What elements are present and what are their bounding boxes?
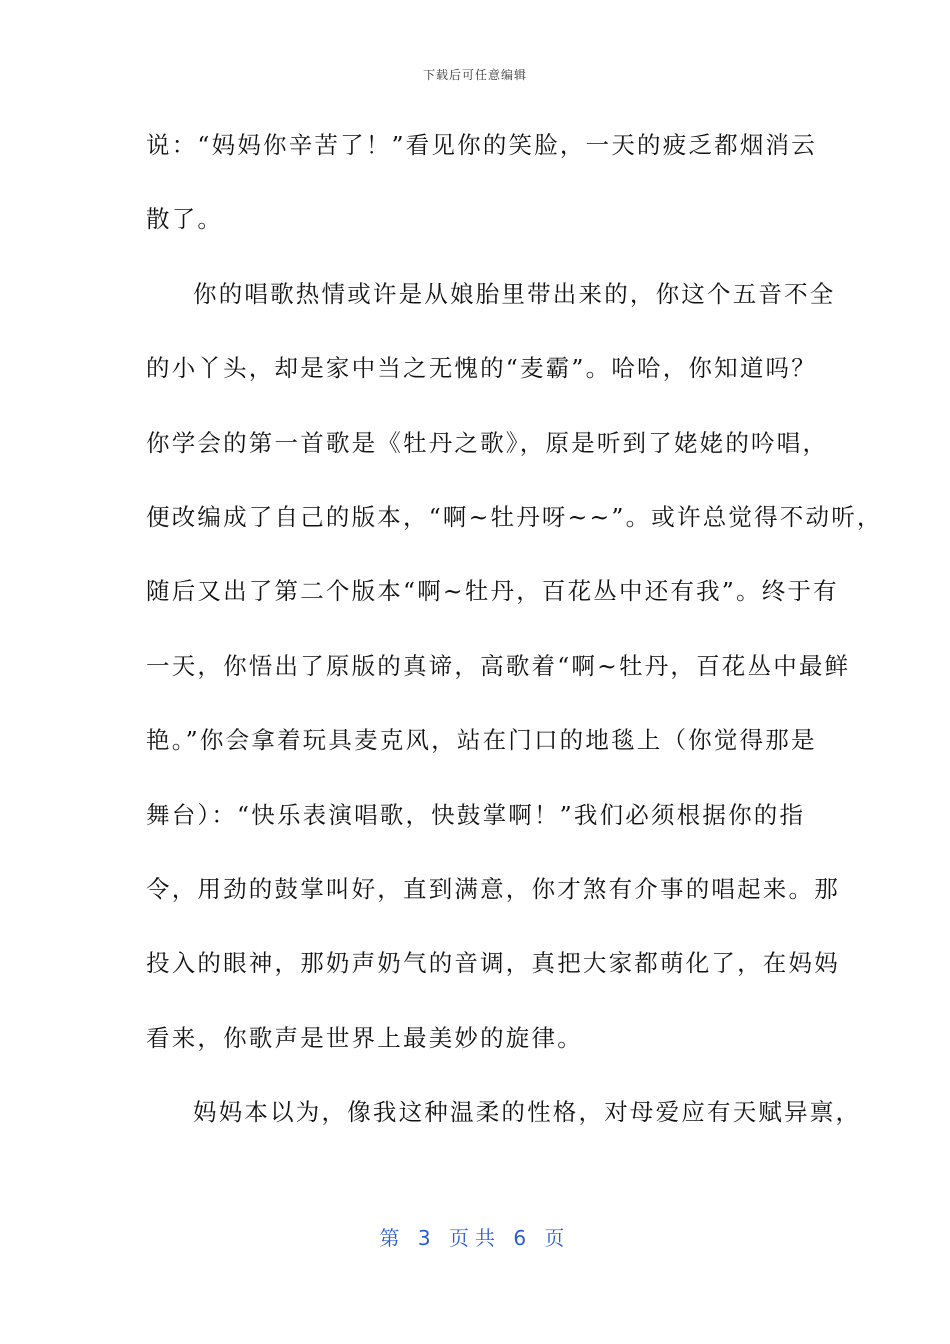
text-line-12: 投入的眼神，那奶声奶气的音调，真把大家都萌化了，在妈妈 xyxy=(146,949,840,978)
page-footer: 第 3 页共 6 页 xyxy=(379,1226,571,1250)
text-line-5: 你学会的第一首歌是《牡丹之歌》，原是听到了姥姥的吟唱， xyxy=(146,428,829,457)
page-header: 下载后可任意编辑 xyxy=(422,68,527,82)
text-line-11: 令，用劲的鼓掌叫好，直到满意，你才煞有介事的唱起来。那 xyxy=(146,874,840,903)
text-line-3: 你的唱歌热情或许是从娘胎里带出来的，你这个五音不全 xyxy=(193,279,836,308)
text-line-8: 一天，你悟出了原版的真谛，高歌着“啊~牡丹，百花丛中最鲜 xyxy=(146,651,851,680)
text-line-6: 便改编成了自己的版本，“啊~牡丹呀~~”。或许总觉得不动听， xyxy=(146,502,883,531)
text-line-7: 随后又出了第二个版本“啊~牡丹，百花丛中还有我”。终于有 xyxy=(146,577,839,606)
body-text xyxy=(146,108,883,1149)
text-line-14: 妈妈本以为，像我这种温柔的性格，对母爱应有天赋异禀， xyxy=(193,1098,862,1127)
text-line-1: 说：“妈妈你辛苦了！”看见你的笑脸，一天的疲乏都烟消云 xyxy=(146,131,817,159)
text-line-4: 的小丫头，却是家中当之无愧的“麦霸”。哈哈，你知道吗？ xyxy=(146,354,817,383)
text-line-13: 看来，你歌声是世界上最美妙的旋律。 xyxy=(146,1023,583,1052)
text-line-2: 散了。 xyxy=(146,205,224,234)
text-line-9: 艳。”你会拿着玩具麦克风，站在门口的地毯上（你觉得那是 xyxy=(146,726,817,755)
text-line-10: 舞台）：“快乐表演唱歌，快鼓掌啊！”我们必须根据你的指 xyxy=(146,800,806,829)
